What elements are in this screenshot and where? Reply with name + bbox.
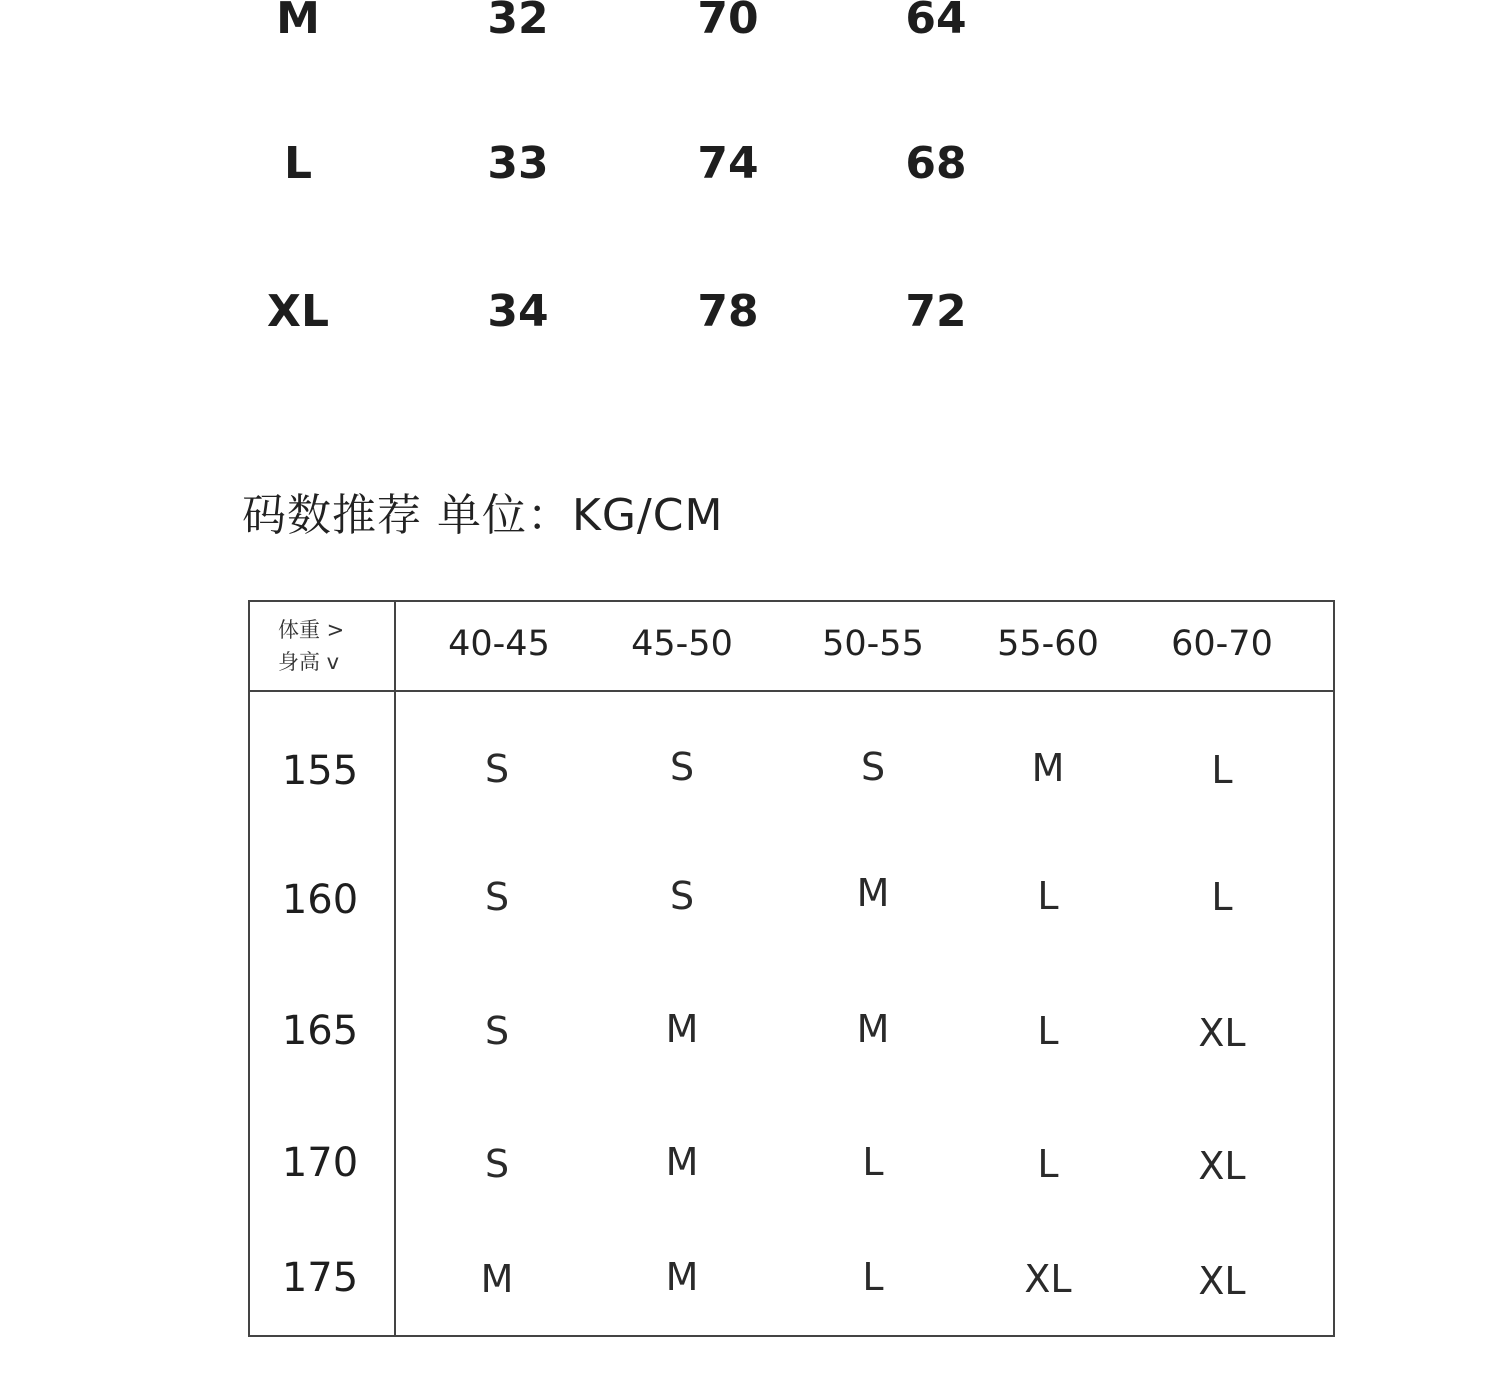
measure-value: 32 <box>487 0 549 44</box>
size-cell: XL <box>1198 1144 1246 1188</box>
grid-divider-horizontal <box>250 690 1333 692</box>
size-cell: M <box>665 1255 699 1299</box>
size-cell: L <box>1037 874 1059 918</box>
size-label: L <box>283 138 313 189</box>
size-cell: L <box>1211 748 1233 792</box>
size-cell: L <box>862 1255 884 1299</box>
size-cell: XL <box>1024 1257 1072 1301</box>
measure-value: 64 <box>905 0 967 44</box>
size-cell: XL <box>1198 1259 1246 1303</box>
corner-weight-label: 体重 > <box>278 618 345 642</box>
weight-range-header: 55-60 <box>997 624 1099 664</box>
measure-value: 78 <box>697 286 759 337</box>
size-cell: M <box>665 1140 699 1184</box>
size-cell: S <box>669 874 695 918</box>
weight-range-header: 45-50 <box>631 624 733 664</box>
corner-header <box>278 614 344 678</box>
size-cell: M <box>1031 746 1065 790</box>
measure-value: 33 <box>487 138 549 189</box>
size-cell: M <box>665 1007 699 1051</box>
weight-range-header: 60-70 <box>1171 624 1273 664</box>
height-label: 170 <box>281 1140 359 1186</box>
size-cell: S <box>860 745 886 789</box>
size-label: M <box>276 0 320 44</box>
size-cell: M <box>480 1257 514 1301</box>
size-cell: S <box>484 875 510 919</box>
size-cell: L <box>862 1140 884 1184</box>
measure-value: 72 <box>905 286 967 337</box>
height-label: 160 <box>281 877 359 923</box>
size-label: XL <box>267 286 329 337</box>
size-cell: L <box>1037 1142 1059 1186</box>
measure-value: 34 <box>487 286 549 337</box>
weight-range-header: 40-45 <box>448 624 550 664</box>
size-cell: M <box>856 871 890 915</box>
size-cell: S <box>484 1009 510 1053</box>
size-cell: L <box>1037 1009 1059 1053</box>
height-label: 155 <box>281 748 359 794</box>
grid-divider-vertical <box>394 602 396 1335</box>
size-cell: M <box>856 1007 890 1051</box>
size-cell: XL <box>1198 1011 1246 1055</box>
size-recommendation-grid <box>248 600 1335 1337</box>
measure-value: 74 <box>697 138 759 189</box>
corner-height-label: 身高 v <box>278 650 340 674</box>
measure-value: 68 <box>905 138 967 189</box>
size-cell: S <box>669 745 695 789</box>
size-cell: L <box>1211 875 1233 919</box>
height-label: 175 <box>281 1255 359 1301</box>
size-cell: S <box>484 747 510 791</box>
measure-value: 70 <box>697 0 759 44</box>
height-label: 165 <box>281 1008 359 1054</box>
weight-range-header: 50-55 <box>822 624 924 664</box>
size-cell: S <box>484 1142 510 1186</box>
recommendation-title: 码数推荐 单位：KG/CM <box>242 490 724 541</box>
